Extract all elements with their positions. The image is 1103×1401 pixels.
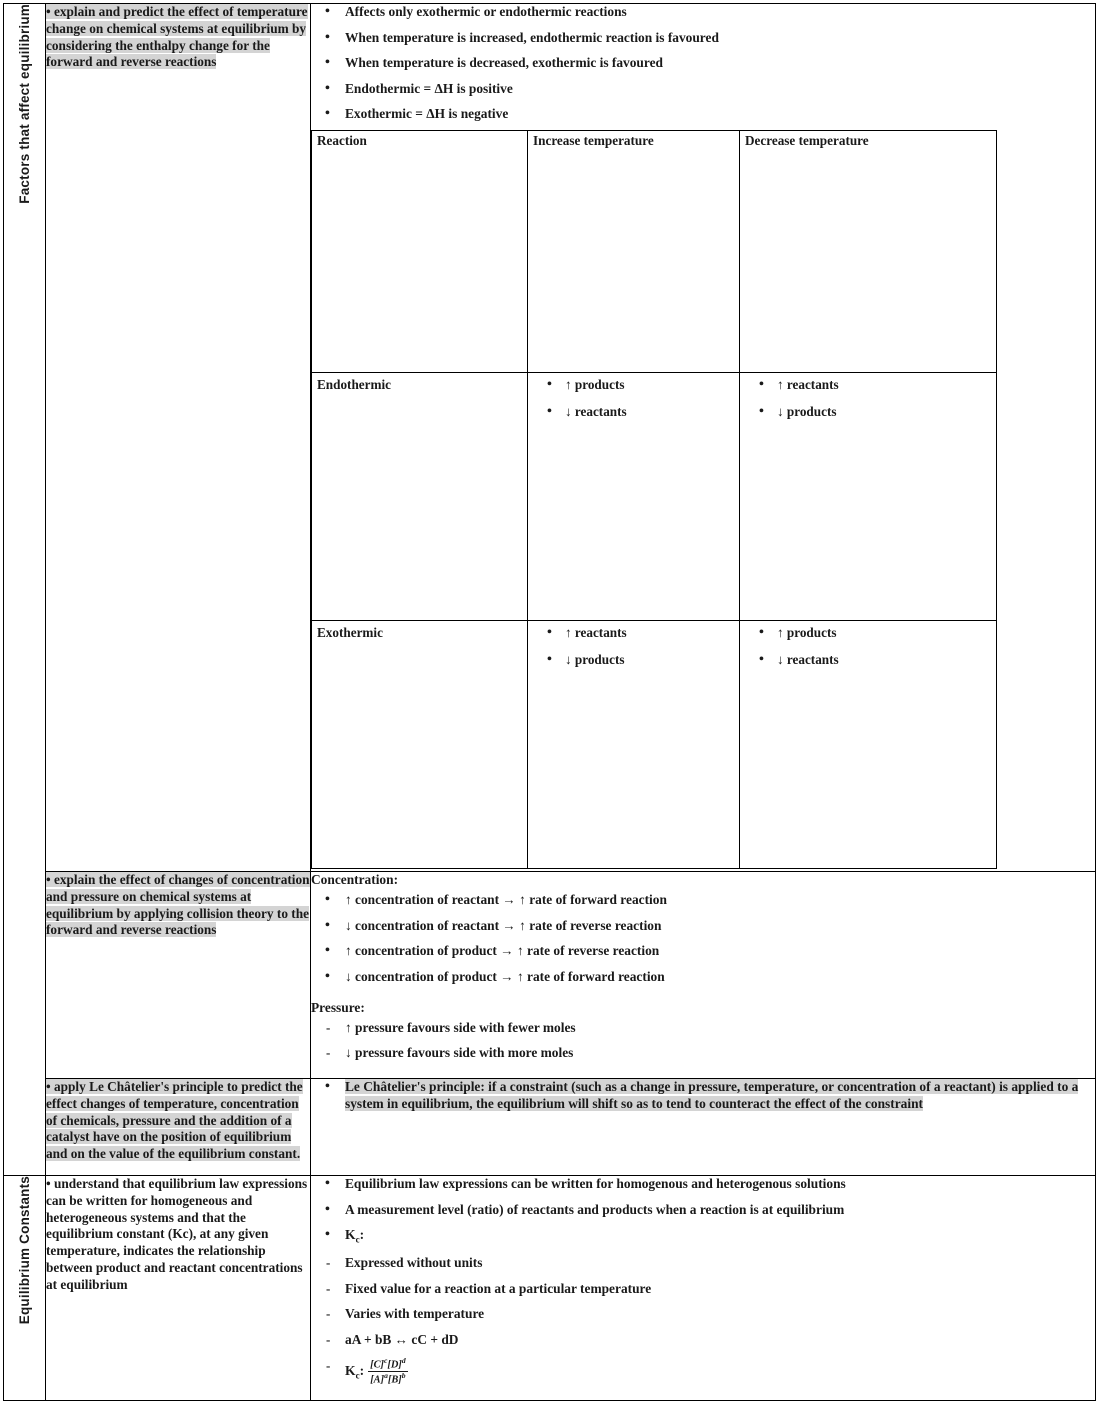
- cell-decrease-effects: [740, 621, 997, 869]
- cell-reaction-name: Endothermic: [312, 373, 528, 621]
- cell-increase-effects: [528, 621, 740, 869]
- outcome-cell-temperature: [46, 4, 311, 872]
- dash-list-kc-properties: [311, 1255, 1095, 1388]
- effect-list: [745, 377, 991, 421]
- list-item: • ↓ concentration of product → ↑ rate of forward reaction: [311, 969, 1095, 986]
- bullet-list-le-chatelier: [311, 1079, 1095, 1112]
- list-item: • ↓ products: [745, 404, 991, 420]
- outcome-text: • explain and predict the effect of temperature change on chemical systems at equilibrium by considering the enthalpy change for the forward and reverse reactions: [46, 4, 308, 70]
- kc-label: $K_c$:: [345, 1227, 365, 1245]
- content-cell-concentration-pressure: [311, 872, 1096, 1079]
- table-row: [4, 1079, 1096, 1176]
- pressure-heading: Pressure:: [311, 999, 365, 1015]
- kc-denominator: $[A]^a[B]^b$: [370, 1371, 406, 1386]
- bullet-list-concentration: [311, 892, 1095, 985]
- list-item: • When temperature is decreased, exothermic is favoured: [311, 55, 1095, 72]
- cell-increase-effects: [528, 373, 740, 621]
- effect-list: [745, 625, 991, 669]
- column-header-reaction: Reaction: [312, 131, 528, 373]
- outcome-text: • apply Le Châtelier's principle to predict the effect changes of temperature, concentration of chemicals, pressure and the addition of a catalyst have on the position of equilibrium and on the value of the equilibrium constant.: [46, 1079, 303, 1162]
- section-label-text: Factors that affect equilibrium: [16, 4, 32, 204]
- spacer: [311, 986, 1095, 1000]
- list-item: - Fixed value for a reaction at a particular temperature: [311, 1281, 1095, 1298]
- column-header-increase-temperature: Increase temperature: [528, 131, 740, 373]
- list-item-kc: [311, 1227, 1095, 1246]
- list-item: • ↓ concentration of reactant → ↑ rate of reverse reaction: [311, 918, 1095, 935]
- section-label-equilibrium-constants: [4, 1176, 46, 1401]
- outcome-text: • explain the effect of changes of concentration and pressure on chemical systems at equilibrium by applying collision theory to the forward and reverse reactions: [46, 872, 310, 938]
- list-item: • Endothermic = ΔH is positive: [311, 81, 1095, 98]
- list-item: - Expressed without units: [311, 1255, 1095, 1272]
- highlighted-text: Le Châtelier's principle: if a constraint (such as a change in pressure, temperature, or concentration of a reactant) is applied to a system in equilibrium, the equilibrium will shift so as to tend to counteract the effect of the constraint: [345, 1079, 1079, 1111]
- list-item: • When temperature is increased, endothermic reaction is favoured: [311, 30, 1095, 47]
- list-item: - aA + bB ↔ cC + dD: [311, 1332, 1095, 1349]
- kc-fraction: [368, 1357, 408, 1387]
- list-item: • ↓ products: [533, 652, 734, 668]
- list-item: • ↓ reactants: [745, 652, 991, 668]
- concentration-heading: Concentration:: [311, 872, 399, 888]
- cell-decrease-effects: [740, 373, 997, 621]
- reaction-temperature-table: [311, 130, 997, 869]
- list-item-kc-expression: [311, 1355, 1095, 1388]
- study-notes-table: [3, 3, 1096, 1401]
- list-item: • Equilibrium law expressions can be written for homogenous and heterogenous solutions: [311, 1176, 1095, 1193]
- list-item: [311, 1079, 1095, 1112]
- outcome-text: • understand that equilibrium law expressions can be written for homogeneous and heterogeneous systems and that the equilibrium constant (Kc), at any given temperature, indicates the relationship between product and reactant concentrations at equilibrium: [46, 1176, 308, 1292]
- content-cell-temperature: [311, 4, 1096, 872]
- list-item: • ↑ products: [533, 377, 734, 393]
- bullet-list-temperature: [311, 4, 1095, 123]
- list-item: • ↓ reactants: [533, 404, 734, 420]
- list-item: • ↑ concentration of reactant → ↑ rate of forward reaction: [311, 892, 1095, 909]
- bullet-list-equilibrium-law: [311, 1176, 1095, 1246]
- list-item: • Affects only exothermic or endothermic reactions: [311, 4, 1095, 21]
- list-item: • ↑ concentration of product → ↑ rate of reverse reaction: [311, 943, 1095, 960]
- table-row: [4, 1176, 1096, 1401]
- outcome-cell-concentration-pressure: [46, 872, 311, 1079]
- list-item: - ↑ pressure favours side with fewer moles: [311, 1020, 1095, 1037]
- table-header-row: [312, 131, 997, 373]
- outcome-cell-equilibrium-law: [46, 1176, 311, 1401]
- list-item: • Exothermic = ΔH is negative: [311, 106, 1095, 123]
- list-item: • ↑ reactants: [745, 377, 991, 393]
- effect-list: [533, 377, 734, 421]
- list-item: • ↑ reactants: [533, 625, 734, 641]
- table-row: [4, 872, 1096, 1079]
- table-row: [4, 4, 1096, 872]
- list-item: • ↑ products: [745, 625, 991, 641]
- section-label-text: Equilibrium Constants: [16, 1176, 32, 1325]
- cell-reaction-name: Exothermic: [312, 621, 528, 869]
- outcome-cell-le-chatelier: [46, 1079, 311, 1176]
- table-row-exothermic: [312, 621, 997, 869]
- content-cell-le-chatelier: [311, 1079, 1096, 1176]
- section-label-factors: [4, 4, 46, 1176]
- kc-expression: [345, 1355, 408, 1388]
- table-row-endothermic: [312, 373, 997, 621]
- column-header-decrease-temperature: Decrease temperature: [740, 131, 997, 373]
- list-item: • A measurement level (ratio) of reactants and products when a reaction is at equilibrium: [311, 1202, 1095, 1219]
- list-item: - ↓ pressure favours side with more moles: [311, 1045, 1095, 1062]
- list-item: - Varies with temperature: [311, 1306, 1095, 1323]
- study-notes-sheet: [0, 3, 1103, 1386]
- kc-expression-label: - $K_c$:: [345, 1363, 365, 1382]
- content-cell-equilibrium-law: [311, 1176, 1096, 1401]
- effect-list: [533, 625, 734, 669]
- kc-numerator: $[C]^c[D]^d$: [368, 1357, 408, 1373]
- dash-list-pressure: [311, 1020, 1095, 1062]
